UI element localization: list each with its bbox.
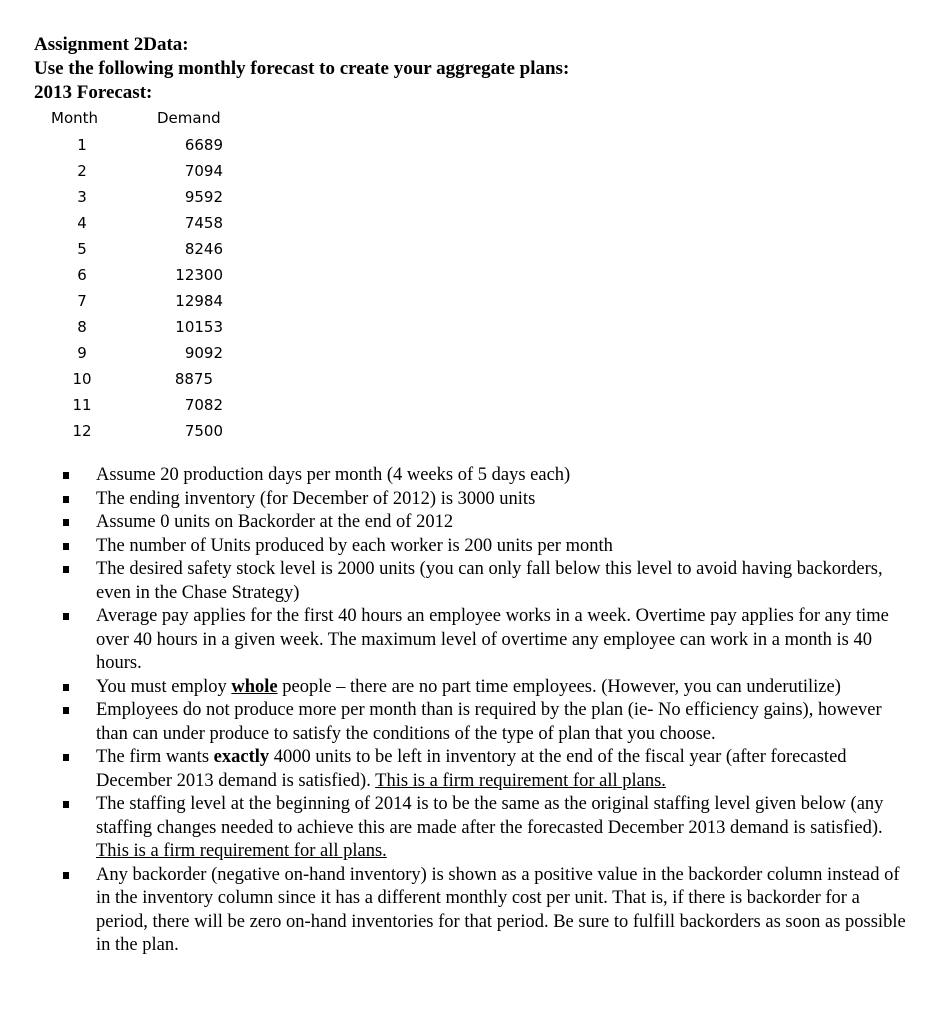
- bullet-text: Assume 0 units on Backorder at the end of 2012: [96, 512, 454, 532]
- demand-cell: 7458: [184, 214, 223, 232]
- table-row: [0, 132, 300, 158]
- demand-cell: 12984: [175, 292, 223, 310]
- forecast-table: [0, 106, 300, 446]
- demand-cell: 10153: [175, 318, 223, 336]
- month-cell: 7: [77, 292, 87, 310]
- bullet-text: Any backorder (negative on-hand inventory) is shown as a positive value in the backorder column instead of in the inventory column since it has a different monthly cost per unit. That is, if there is backorder for a period, there will be zero on-hand inventories for that period. Be sure to fulfill backorders as soon as possible in the plan.: [96, 864, 906, 955]
- demand-cell: 6689: [184, 136, 223, 154]
- bullet-text-start: The firm wants: [96, 747, 214, 767]
- demand-cell: 12300: [175, 266, 223, 284]
- month-cell: 1: [77, 136, 87, 154]
- square-bullet-icon: [63, 707, 69, 714]
- list-item: [0, 746, 940, 793]
- table-row: [0, 262, 300, 288]
- square-bullet-icon: [63, 496, 69, 503]
- table-row: [0, 366, 300, 392]
- square-bullet-icon: [63, 566, 69, 573]
- demand-cell: 9592: [184, 188, 223, 206]
- demand-cell: 7094: [184, 162, 223, 180]
- table-row: [0, 418, 300, 444]
- column-header-demand: Demand: [157, 109, 221, 127]
- column-header-month: Month: [51, 109, 99, 127]
- demand-cell: 9092: [184, 344, 223, 362]
- month-cell: 5: [77, 240, 87, 258]
- bullet-text: Average pay applies for the first 40 hours an employee works in a week. Overtime pay applies for any time over 40 hours in a given week. The maximum level of overtime any employee can work in a month is 40 hours.: [96, 606, 889, 673]
- demand-cell: 7500: [184, 422, 223, 440]
- table-row: [0, 314, 300, 340]
- list-item: [0, 558, 940, 605]
- demand-cell: 8875: [174, 370, 213, 388]
- firm-requirement-note: This is a firm requirement for all plans.: [96, 841, 387, 861]
- square-bullet-icon: [63, 684, 69, 691]
- bullet-text: Employees do not produce more per month than is required by the plan (ie- No efficiency gains), however than can under produce to satisfy the conditions of the type of plan that you choose.: [96, 700, 882, 744]
- month-cell: 9: [77, 344, 87, 362]
- month-cell: 2: [77, 162, 87, 180]
- square-bullet-icon: [63, 754, 69, 761]
- instruction-heading: Use the following monthly forecast to create your aggregate plans:: [34, 58, 570, 79]
- square-bullet-icon: [63, 872, 69, 879]
- list-item: [0, 676, 940, 700]
- table-row: [0, 340, 300, 366]
- square-bullet-icon: [63, 801, 69, 808]
- square-bullet-icon: [63, 472, 69, 479]
- table-row: [0, 184, 300, 210]
- list-item: [0, 535, 940, 559]
- assumptions-list: [0, 464, 940, 958]
- table-row: [0, 210, 300, 236]
- bullet-text-middle: 4000 units to be left in inventory at the end of the fiscal year (after forecasted December 2013 demand is satisfied).: [96, 747, 847, 791]
- assignment-title: Assignment 2Data:: [34, 34, 189, 55]
- bullet-text: The number of Units produced by each worker is 200 units per month: [96, 535, 613, 556]
- bullet-text: Assume 20 production days per month (4 weeks of 5 days each): [96, 465, 571, 485]
- table-row: [0, 158, 300, 184]
- month-cell: 8: [77, 318, 87, 336]
- square-bullet-icon: [63, 613, 69, 620]
- bullet-text: The desired safety stock level is 2000 units (you can only fall below this level to avoid having backorders, even in the Chase Strategy): [96, 559, 883, 603]
- table-row: [0, 392, 300, 418]
- demand-cell: 7082: [184, 396, 223, 414]
- month-cell: 12: [72, 422, 92, 440]
- list-item: [0, 464, 940, 488]
- table-row: [0, 288, 300, 314]
- bullet-text-start: The staffing level at the beginning of 2014 is to be the same as the original staffing level given below (any staffing changes needed to achieve this are made after the forecasted December 2013 demand is satisfied).: [96, 794, 884, 838]
- forecast-label: 2013 Forecast:: [34, 82, 153, 103]
- bullet-text-end: people – there are no part time employees. (However, you can underutilize): [277, 676, 841, 697]
- list-item: [0, 488, 940, 512]
- month-cell: 11: [72, 396, 92, 414]
- month-cell: 4: [77, 214, 87, 232]
- bullet-text-start: You must employ: [96, 676, 232, 697]
- square-bullet-icon: [63, 519, 69, 526]
- list-item: [0, 699, 940, 746]
- bullet-text: The ending inventory (for December of 2012) is 3000 units: [96, 488, 536, 509]
- list-item: [0, 793, 940, 864]
- demand-cell: 8246: [184, 240, 223, 258]
- table-row: [0, 236, 300, 262]
- list-item: [0, 511, 940, 535]
- month-cell: 10: [72, 370, 92, 388]
- firm-requirement-note: This is a firm requirement for all plans.: [375, 770, 666, 791]
- list-item: [0, 605, 940, 676]
- month-cell: 3: [77, 188, 87, 206]
- emphasis-exactly: exactly: [213, 747, 270, 767]
- month-cell: 6: [77, 266, 87, 284]
- square-bullet-icon: [63, 543, 69, 550]
- emphasis-whole: whole: [231, 676, 278, 697]
- list-item: [0, 864, 940, 958]
